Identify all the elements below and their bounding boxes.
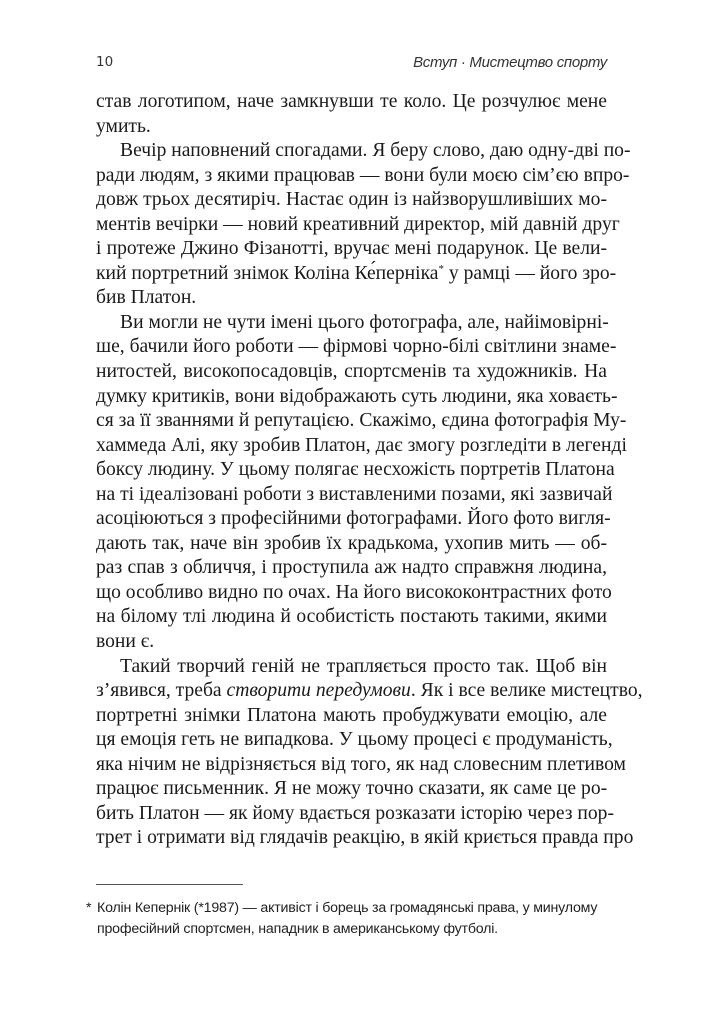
footnote-divider bbox=[96, 884, 243, 885]
text-line: яка нічим не відрізняється від того, як над словесним плетивом bbox=[96, 753, 626, 775]
text-line: ментів вечірки — новий креативний директор, мій давній друг bbox=[96, 213, 620, 235]
footnote-line: професійний спортсмен, нападник в американському футболі. bbox=[97, 921, 498, 937]
text-line: і протеже Джино Фізанотті, вручає мені подарунок. Це вели- bbox=[96, 238, 607, 260]
text-line: вони є. bbox=[96, 631, 155, 653]
paragraph-start-line: Ви могли не чути імені цього фотографа, але, найімовірні- bbox=[120, 311, 609, 333]
text-line: довж трьох десятиріч. Настає один із найзворушливіших мо- bbox=[96, 189, 607, 211]
text-line: ця емоція геть не випадкова. У цьому процесі є продуманість, bbox=[96, 729, 613, 751]
page-number: 10 bbox=[96, 54, 114, 70]
text-line: став логотипом, наче замкнувши те коло. Це розчулює мене bbox=[96, 91, 607, 112]
text-line: ся за її званнями й репутацією. Скажімо, єдина фотографія Му- bbox=[96, 410, 627, 432]
text-line: асоціюються з професійними фотографами. Його фото вигля- bbox=[96, 508, 611, 530]
text-line: боксу людину. У цьому полягає несхожість портретів Платона bbox=[96, 459, 615, 481]
text-line-with-emphasis bbox=[96, 679, 643, 704]
text-segment: . Як і все велике мистецтво, bbox=[410, 680, 643, 702]
body-text bbox=[96, 90, 643, 851]
footnote-marker: * bbox=[86, 900, 92, 916]
text-line: на білому тлі людина й особистість постають такими, якими bbox=[96, 606, 607, 628]
text-line: бив Платон. bbox=[96, 287, 197, 309]
text-line: раз спав з обличчя, і проступила аж надто справжня людина, bbox=[96, 557, 607, 579]
text-line: працює письменник. Я не можу точно сказати, як саме це ро- bbox=[96, 778, 608, 800]
text-line: що особливо видно по очах. На його висококонтрастних фото bbox=[96, 581, 612, 603]
text-line: бить Платон — як йому вдається розказати історію через пор- bbox=[96, 802, 614, 824]
text-segment: кий портретний знімок Коліна Ке́перніка bbox=[96, 262, 439, 284]
text-line: умить. bbox=[96, 115, 151, 137]
running-title: Вступ · Мистецтво спорту bbox=[413, 54, 607, 71]
paragraph-start-line: Вечір наповнений спогадами. Я беру слово, даю одну-дві по- bbox=[120, 140, 631, 162]
text-line: хаммеда Алі, яку зробив Платон, дає змогу розгледіти в легенді bbox=[96, 434, 627, 456]
running-head bbox=[96, 54, 607, 74]
text-line: думку критиків, вони відображають суть людини, яка ховаєть- bbox=[96, 385, 618, 407]
footnote-line: Колін Кепернік (*1987) — активіст і борець за громадянські права, у минулому bbox=[97, 900, 598, 916]
paragraph-start-line: Такий творчий геній не трапляється просто так. Щоб він bbox=[120, 655, 607, 677]
text-line: ради людям, з якими працював — вони були моєю сім’єю впро- bbox=[96, 164, 630, 186]
text-line: трет і отримати від глядачів реакцію, в якій криється правда про bbox=[96, 827, 634, 849]
text-line: портретні знімки Платона мають пробуджувати емоцію, але bbox=[96, 704, 607, 726]
emphasis-text: створити передумови bbox=[226, 680, 411, 702]
text-line: ше, бачили його роботи — фірмові чорно-білі світлини знаме- bbox=[96, 336, 617, 358]
text-line-with-footnote-ref bbox=[96, 262, 617, 287]
footnote bbox=[86, 898, 626, 940]
text-segment: у рамці — його зро- bbox=[444, 262, 617, 284]
text-line: на ті ідеалізовані роботи з виставленими позами, які зазвичай bbox=[96, 483, 613, 505]
text-line: дають так, наче він зробив їх крадькома, ухопив мить — об- bbox=[96, 532, 607, 554]
footnote-reference[interactable]: * bbox=[438, 262, 444, 275]
text-line: нитостей, високопосадовців, спортсменів та художників. На bbox=[96, 361, 607, 383]
text-segment: з’явився, треба bbox=[96, 680, 227, 702]
